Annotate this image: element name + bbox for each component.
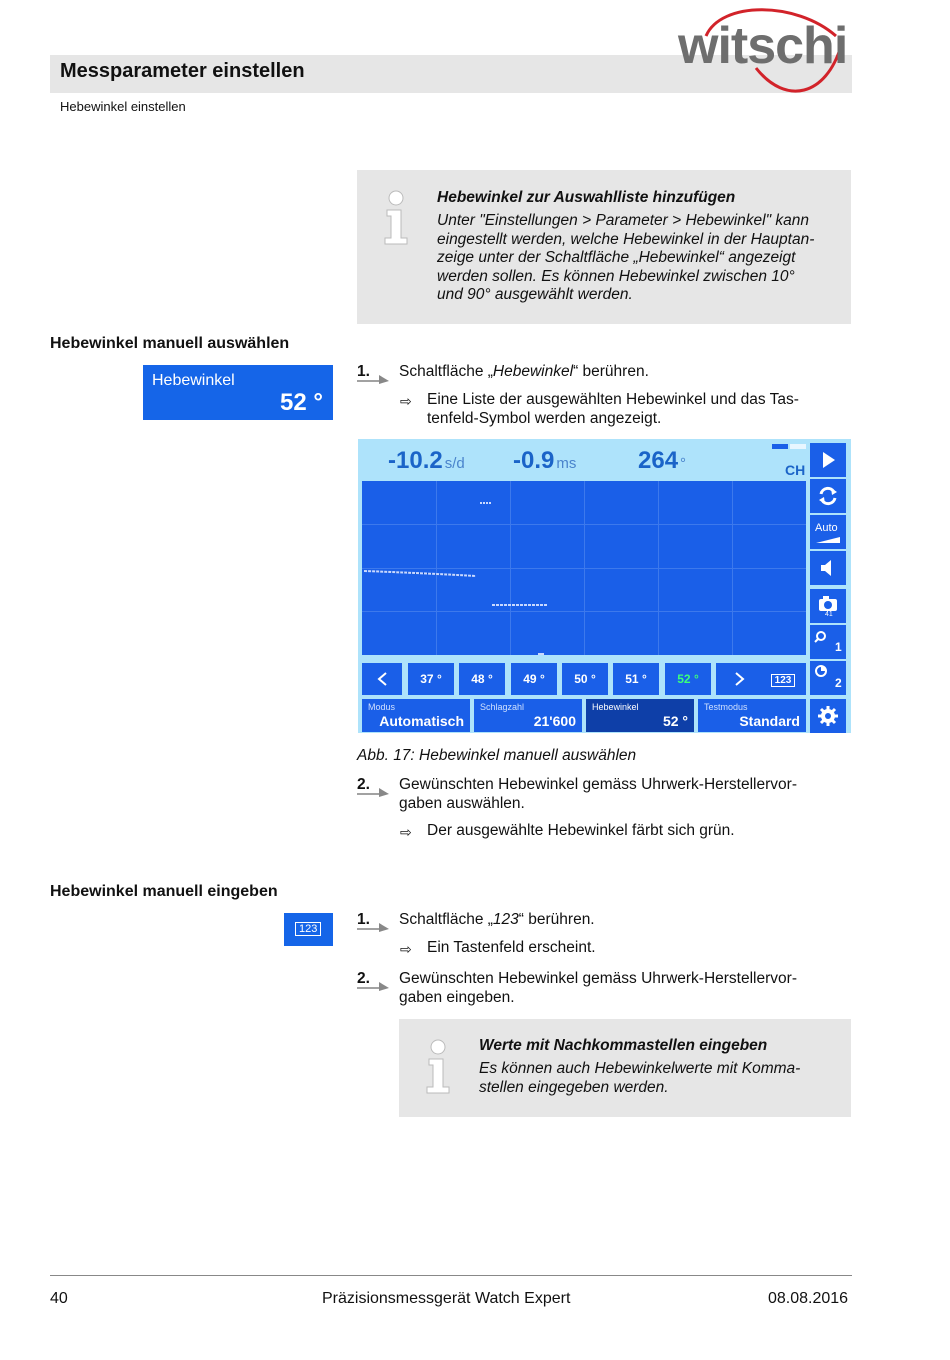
settings-button[interactable]: [810, 699, 846, 733]
info-text: Es können auch Hebewinkelwerte mit Komma- stellen eingegeben werden.: [479, 1060, 801, 1096]
beat-error-readout: -0.9 ms: [513, 447, 577, 474]
info-title: Werte mit Nachkommastellen eingeben: [479, 1037, 768, 1054]
chevron-right-icon: [716, 663, 762, 695]
step-number: 2.: [357, 776, 370, 793]
footer-divider: [50, 1275, 852, 1276]
rate-readout: -10.2 s/d: [388, 447, 465, 474]
step-arrow-icon: [357, 785, 391, 797]
info-box: [399, 1019, 851, 1117]
amplitude-readout: 264 °: [638, 447, 687, 474]
play-button[interactable]: [810, 443, 846, 477]
step-text: Gewünschten Hebewinkel gemäss Uhrwerk-Herstellervor- gaben auswählen.: [399, 776, 797, 812]
keypad-button[interactable]: 123: [760, 663, 806, 695]
device-screen: [358, 439, 851, 733]
step-number: 1.: [357, 363, 370, 380]
page-subtitle: Hebewinkel einstellen: [60, 99, 186, 114]
info-text: Unter "Einstellungen > Parameter > Hebewinkel" kann eingestellt werden, welche Hebewinkel in der Hauptan- zeige unter der Schaltfläche „Hebewinkel“ angezeigt werden sollen. Es können Hebewinkel zwischen 10° und 90° ausgewählt werden.: [437, 212, 815, 303]
page-number: 40: [50, 1290, 68, 1307]
page-title: Messparameter einstellen: [60, 60, 305, 82]
hebewinkel-button[interactable]: Hebewinkel 52 °: [586, 699, 694, 732]
result-text: Der ausgewählte Hebewinkel färbt sich grün.: [427, 822, 735, 839]
signal-bar: [772, 444, 788, 449]
auto-button[interactable]: Auto: [810, 515, 846, 549]
refresh-button[interactable]: [810, 479, 846, 513]
timer-button[interactable]: 2: [810, 661, 846, 695]
step-text: Schaltfläche „Hebewinkel“ berühren.: [399, 363, 649, 380]
angle-option[interactable]: 49 °: [511, 663, 557, 695]
section-heading-select: Hebewinkel manuell auswählen: [50, 335, 290, 352]
angle-option[interactable]: 51 °: [613, 663, 659, 695]
result-arrow-icon: ⇨: [400, 393, 412, 409]
section-heading-enter: Hebewinkel manuell eingeben: [50, 883, 278, 900]
speaker-icon: [810, 551, 846, 585]
signal-plot: [362, 481, 806, 655]
info-box: [357, 170, 851, 324]
refresh-icon: [810, 479, 846, 513]
step-number: 1.: [357, 911, 370, 928]
info-title: Hebewinkel zur Auswahlliste hinzufügen: [437, 189, 736, 206]
result-arrow-icon: ⇨: [400, 824, 412, 840]
info-icon: [379, 190, 413, 246]
camera-button[interactable]: 41: [810, 589, 846, 623]
result-arrow-icon: ⇨: [400, 941, 412, 957]
hebewinkel-button-sample: Hebewinkel 52 °: [143, 365, 333, 420]
play-icon: [810, 443, 846, 477]
footer-product: Präzisionsmessgerät Watch Expert: [322, 1290, 571, 1307]
info-icon: [421, 1039, 455, 1095]
witschi-logo-text: witschi: [678, 17, 848, 75]
chevron-left-icon: [362, 663, 402, 695]
figure-caption: Abb. 17: Hebewinkel manuell auswählen: [357, 747, 637, 764]
step-number: 2.: [357, 970, 370, 987]
gear-icon: [810, 699, 846, 733]
result-text: Eine Liste der ausgewählten Hebewinkel und das Tas- tenfeld-Symbol werden angezeigt.: [427, 391, 799, 427]
angle-option[interactable]: 50 °: [562, 663, 608, 695]
result-text: Ein Tastenfeld erscheint.: [427, 939, 596, 956]
test-mode-button[interactable]: Testmodus Standard: [698, 699, 806, 732]
angle-option[interactable]: 48 °: [459, 663, 505, 695]
step-arrow-icon: [357, 979, 391, 991]
angle-next-button[interactable]: [716, 663, 762, 695]
angle-option-selected[interactable]: 52 °: [665, 663, 711, 695]
step-arrow-icon: [357, 920, 391, 932]
footer-date: 08.08.2016: [768, 1290, 849, 1307]
step-text: Gewünschten Hebewinkel gemäss Uhrwerk-Herstellervor- gaben eingeben.: [399, 970, 797, 1006]
step-text: Schaltfläche „123“ berühren.: [399, 911, 595, 928]
region-label: CH: [785, 462, 806, 478]
mode-button[interactable]: Modus Automatisch: [362, 699, 470, 732]
signal-bar: [790, 444, 806, 449]
keypad-button-sample: 123: [284, 913, 333, 946]
angle-option[interactable]: 37 °: [408, 663, 454, 695]
beat-rate-button[interactable]: Schlagzahl 21'600: [474, 699, 582, 732]
sound-button[interactable]: [810, 551, 846, 585]
ramp-icon: [810, 515, 846, 549]
step-arrow-icon: [357, 372, 391, 384]
angle-prev-button[interactable]: [362, 663, 402, 695]
zoom-button[interactable]: 1: [810, 625, 846, 659]
